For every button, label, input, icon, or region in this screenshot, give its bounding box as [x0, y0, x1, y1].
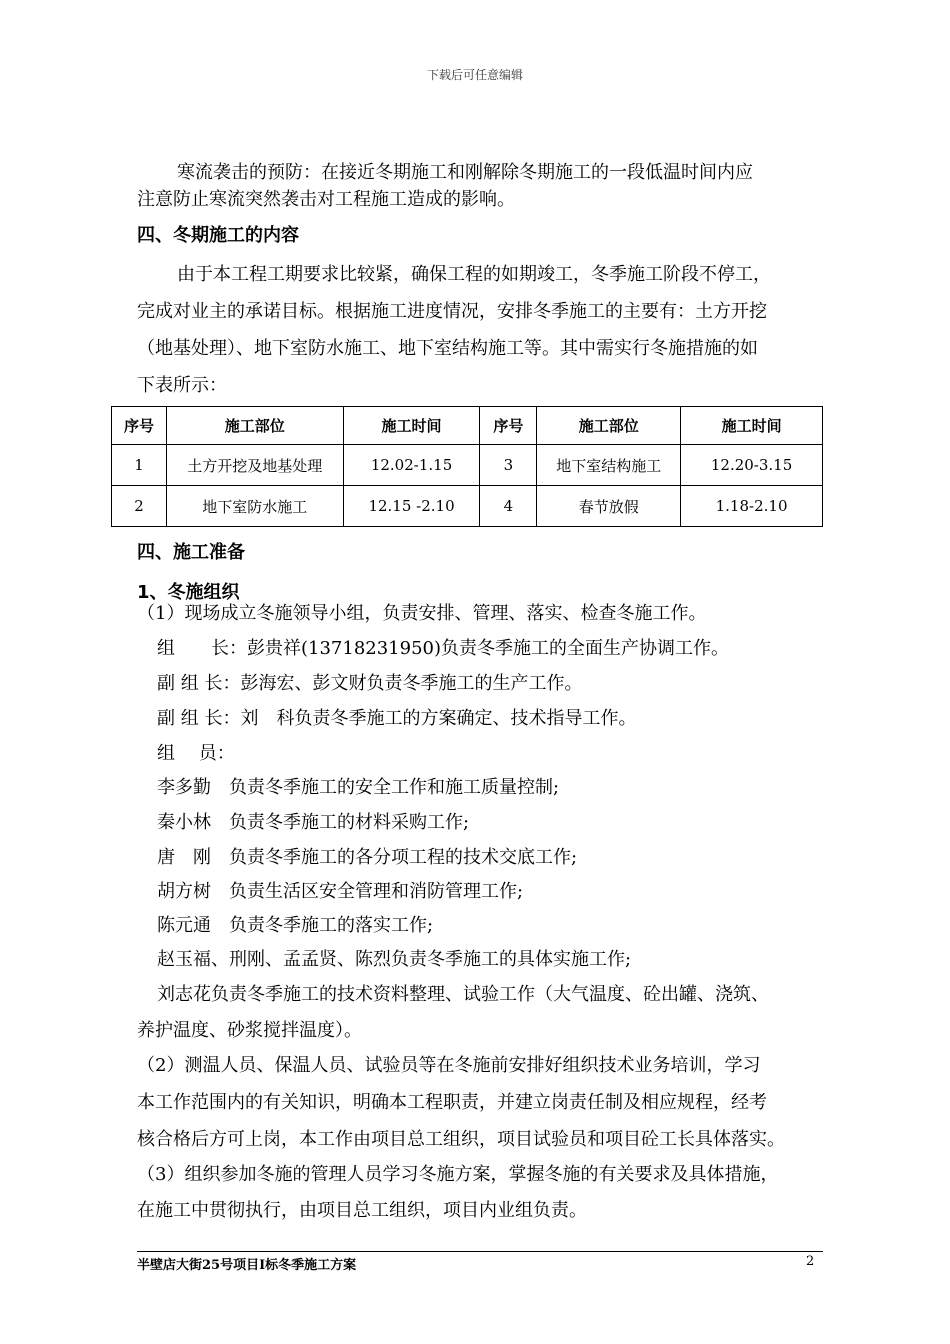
content-line-1: 由于本工程工期要求比较紧，确保工程的如期竣工，冬季施工阶段不停工， — [177, 264, 771, 285]
leader-line: 副 组 长：彭海宏、彭文财负责冬季施工的生产工作。 — [157, 673, 583, 694]
header-cell-index: 序号 — [480, 407, 537, 445]
content-line-2: 完成对业主的承诺目标。根据施工进度情况，安排冬季施工的主要有：土方开挖 — [137, 301, 767, 322]
table-cell: 1.18-2.10 — [681, 486, 823, 527]
member-line: 秦小林 负责冬季施工的材料采购工作; — [157, 812, 470, 833]
table-cell: 土方开挖及地基处理 — [166, 445, 343, 486]
member-line: 胡方树 负责生活区安全管理和消防管理工作; — [157, 881, 524, 902]
table-row — [112, 486, 823, 527]
table-cell: 春节放假 — [537, 486, 681, 527]
item-2-line: 核合格后方可上岗，本工作由项目总工组织，项目试验员和项目砼工长具体落实。 — [137, 1129, 785, 1150]
table-cell: 1 — [112, 445, 167, 486]
table-cell: 地下室防水施工 — [166, 486, 343, 527]
footer-title: 半壁店大街25号项目Ⅰ标冬季施工方案 — [137, 1258, 357, 1273]
footer-divider — [137, 1251, 823, 1252]
member-line: 赵玉福、刑刚、孟孟贤、陈烈负责冬季施工的具体实施工作; — [157, 949, 632, 970]
item-3-line: 在施工中贯彻执行，由项目总工组织，项目内业组负责。 — [137, 1200, 587, 1221]
intro-line-1: 寒流袭击的预防：在接近冬期施工和刚解除冬期施工的一段低温时间内应 — [177, 162, 753, 183]
header-cell-time: 施工时间 — [681, 407, 823, 445]
table-cell: 12.02-1.15 — [343, 445, 480, 486]
item-1-text: （1）现场成立冬施领导小组，负责安排、管理、落实、检查冬施工作。 — [137, 603, 707, 624]
table-header-row — [112, 407, 823, 445]
intro-line-2: 注意防止寒流突然袭击对工程施工造成的影响。 — [137, 189, 515, 210]
item-2-line: 本工作范围内的有关知识，明确本工程职责，并建立岗责任制及相应规程，经考 — [137, 1092, 767, 1113]
table-row — [112, 445, 823, 486]
tech-line-1: 刘志花负责冬季施工的技术资料整理、试验工作（大气温度、砼出罐、浇筑、 — [157, 984, 769, 1005]
header-cell-location: 施工部位 — [166, 407, 343, 445]
table-cell: 12.20-3.15 — [681, 445, 823, 486]
subheading-organization: 1、冬施组织 — [137, 582, 240, 603]
table-cell: 2 — [112, 486, 167, 527]
content-line-3: （地基处理）、地下室防水施工、地下室结构施工等。其中需实行冬施措施的如 — [137, 338, 758, 359]
header-cell-index: 序号 — [112, 407, 167, 445]
header-cell-time: 施工时间 — [343, 407, 480, 445]
section-heading-content: 四、冬期施工的内容 — [137, 225, 299, 246]
table-cell: 12.15 -2.10 — [343, 486, 480, 527]
table-cell: 地下室结构施工 — [537, 445, 681, 486]
member-line: 唐 刚 负责冬季施工的各分项工程的技术交底工作; — [157, 847, 578, 868]
tech-line-2: 养护温度、砂浆搅拌温度）。 — [137, 1020, 362, 1041]
leader-line: 副 组 长：刘 科负责冬季施工的方案确定、技术指导工作。 — [157, 708, 637, 729]
leader-line: 组 长：彭贵祥(13718231950)负责冬季施工的全面生产协调工作。 — [157, 638, 730, 659]
page-number: 2 — [806, 1254, 815, 1269]
member-line: 陈元通 负责冬季施工的落实工作; — [157, 915, 434, 936]
watermark-text: 下载后可任意编辑 — [426, 68, 523, 82]
item-2-line: （2）测温人员、保温人员、试验员等在冬施前安排好组织技术业务培训，学习 — [137, 1055, 761, 1076]
header-cell-location: 施工部位 — [537, 407, 681, 445]
schedule-table — [111, 406, 823, 527]
table-cell: 4 — [480, 486, 537, 527]
section-heading-prep: 四、施工准备 — [137, 542, 245, 563]
member-line: 李多勤 负责冬季施工的安全工作和施工质量控制; — [157, 777, 560, 798]
leader-line: 组 员： — [157, 743, 235, 764]
content-line-4: 下表所示： — [137, 375, 227, 396]
table-cell: 3 — [480, 445, 537, 486]
item-3-line: （3）组织参加冬施的管理人员学习冬施方案，掌握冬施的有关要求及具体措施， — [137, 1164, 779, 1185]
